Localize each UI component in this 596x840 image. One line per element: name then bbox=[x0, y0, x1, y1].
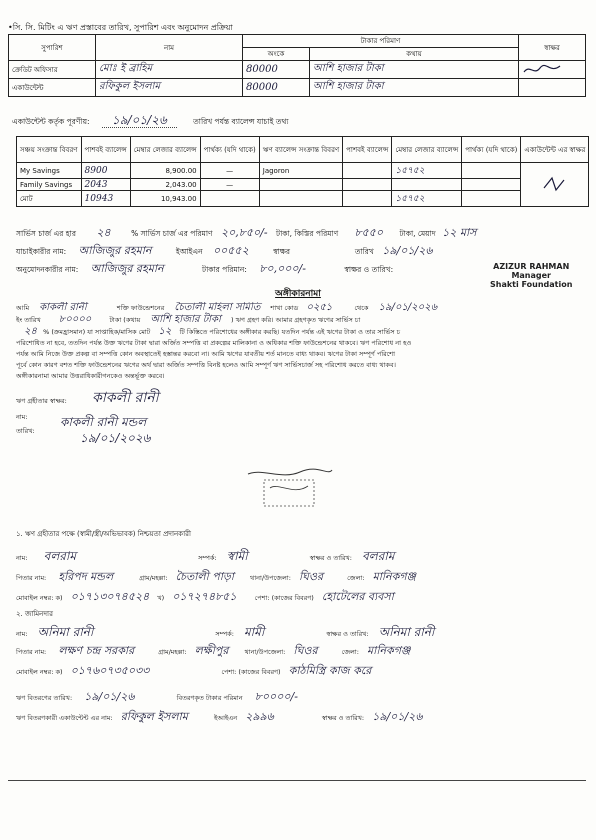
g1-district-label: জেলা: bbox=[347, 574, 365, 582]
loan-ledger: ১৫৭৫২ bbox=[392, 163, 462, 179]
approver-label: অনুমোদনকারীর নাম: bbox=[16, 265, 79, 274]
decl-samity: চৈতালী মহিলা সমিতি bbox=[174, 302, 261, 313]
g1-relation-label: সম্পর্ক: bbox=[198, 554, 217, 562]
borrower-signature: কাকলী রানী bbox=[92, 390, 159, 406]
signature-scribble-icon bbox=[540, 174, 570, 194]
decl-code: ০২৫১ bbox=[306, 302, 333, 313]
ein-label: ইআইএন bbox=[175, 247, 203, 256]
g1-sign: বলরাম bbox=[362, 549, 395, 563]
g2-name-label: নাম: bbox=[16, 630, 28, 638]
decl-from-date: ১৯/০১/২০২৬ bbox=[378, 302, 438, 313]
savings-label: মোট bbox=[17, 191, 82, 207]
guarantor1-line-2 bbox=[16, 568, 586, 587]
g1-profession-label: পেশা: (কাজের বিবরণ) bbox=[254, 594, 314, 602]
table-row bbox=[17, 191, 589, 207]
declaration-body bbox=[16, 302, 592, 382]
g1-mobile-label: মোবাইল নম্বর: ক) bbox=[16, 594, 63, 602]
accountant-signature bbox=[521, 163, 589, 207]
table-row bbox=[17, 179, 589, 191]
stamp-org: Shakti Foundation bbox=[490, 280, 573, 289]
g2-sign: অনিমা রানী bbox=[378, 625, 435, 639]
g1-mobile2-label: খ) bbox=[157, 594, 165, 602]
guarantor2-line-2 bbox=[16, 642, 586, 661]
decl-text: শক্তি ফাউন্ডেশনের bbox=[116, 304, 165, 312]
savings-header-cell: ঋণ ব্যালেন্স সংক্রান্ত বিবরণ bbox=[259, 137, 342, 163]
approver-name: আজিজুর রহমান bbox=[90, 262, 164, 275]
charges-label: টাকা, কিস্তির পরিমাণ bbox=[275, 229, 339, 238]
g1-relation: স্বামী bbox=[226, 549, 248, 563]
signature-cell bbox=[519, 79, 586, 97]
g1-village-label: গ্রাম/মহল্লা: bbox=[139, 574, 168, 582]
g2-district-label: জেলা: bbox=[341, 648, 359, 656]
balance-check-line bbox=[12, 112, 289, 132]
manager-stamp bbox=[490, 262, 572, 289]
declaration-title: অঙ্গীকারনামা bbox=[275, 289, 321, 299]
savings-ledger: 2,043.00 bbox=[130, 179, 200, 191]
col-sign: স্বাক্ষর bbox=[519, 35, 586, 61]
g2-village: লক্ষীপুর bbox=[194, 644, 229, 657]
g2-relation: মামী bbox=[244, 625, 265, 639]
disburse-ein-label: ইআইএন bbox=[213, 714, 238, 722]
recommendation-table bbox=[8, 34, 586, 97]
guarantor2-title: ২. জামিনদার bbox=[16, 610, 53, 618]
savings-label: Family Savings bbox=[17, 179, 82, 191]
decl-text: শাখা কোড bbox=[270, 304, 299, 312]
charges-rate: ২৪ bbox=[96, 226, 111, 239]
g2-father-label: পিতার নাম: bbox=[16, 648, 47, 656]
disburse-amount-label: বিতরণকৃত টাকার পরিমান bbox=[176, 694, 243, 702]
verifier-name: আজিজুর রহমান bbox=[78, 244, 152, 257]
charges-line-3 bbox=[16, 260, 393, 279]
borrower-name: কাকলী রানী মন্ডল bbox=[60, 415, 147, 429]
g1-name: বলরাম bbox=[43, 549, 77, 563]
thumbprint-mark-icon bbox=[242, 466, 334, 510]
g2-village-label: গ্রাম/মহল্লা: bbox=[158, 648, 187, 656]
g1-village: চৈতালী পাড়া bbox=[175, 570, 234, 583]
g2-name: অনিমা রানী bbox=[37, 625, 94, 639]
decl-rate: ২৪ bbox=[24, 326, 37, 337]
borrower-sign-label: ঋণ গ্রহীতার স্বাক্ষর: bbox=[16, 397, 67, 405]
col-words: কথায় bbox=[310, 48, 519, 61]
savings-passbook: 8900 bbox=[81, 163, 130, 179]
savings-header-cell: মেম্বার লেজার ব্যালেন্স bbox=[392, 137, 462, 163]
decl-amount-words: আশি হাজার টাকা bbox=[150, 314, 221, 325]
g2-thana-label: থানা/উপজেলা: bbox=[244, 648, 286, 656]
charges-line-1 bbox=[16, 224, 476, 243]
savings-header-cell: পার্থক্য (যদি থাকে) bbox=[462, 137, 521, 163]
decl-text: টি কিস্তিতে পরিশোধের অঙ্গীকার করছি। যতদিন পর্যন্ত এই ঋণের টাকা ও তার সার্ভিস চ bbox=[179, 328, 401, 336]
col-suparish: সুপারিশ bbox=[9, 35, 96, 61]
table-row bbox=[9, 61, 586, 79]
charges-label: % সার্ভিস চার্জ এর পরিমাণ bbox=[131, 229, 213, 238]
row-name: রফিকুল ইসলাম bbox=[96, 79, 243, 97]
g2-father: লক্ষণ চন্দ্র সরকার bbox=[58, 644, 135, 657]
row-digits: 80000 bbox=[243, 61, 310, 79]
table-row bbox=[17, 163, 589, 179]
decl-text: আমি bbox=[16, 304, 30, 312]
guarantor1-line-3 bbox=[16, 588, 586, 607]
decl-member: কাকলী রানী bbox=[39, 302, 87, 313]
charges-label: টাকা, মেয়াদ bbox=[399, 229, 436, 238]
disburse-accountant: রফিকুল ইসলাম bbox=[120, 710, 188, 723]
g2-district: মানিকগঞ্জ bbox=[367, 644, 411, 657]
charges-tenure: ১২ মাস bbox=[442, 226, 477, 239]
g1-district: মানিকগঞ্জ bbox=[372, 570, 416, 583]
stamp-title: Manager bbox=[511, 271, 551, 280]
loan-passbook bbox=[343, 163, 392, 179]
decl-text: টাকা (কথায় bbox=[109, 316, 141, 324]
g1-sign-label: স্বাক্ষর ও তারিখ: bbox=[309, 554, 352, 562]
loan-diff bbox=[462, 163, 521, 179]
decl-text: থেকে bbox=[354, 304, 369, 312]
g2-relation-label: সম্পর্ক: bbox=[215, 630, 234, 638]
guarantor1-line-1 bbox=[16, 548, 586, 568]
signature-scribble-icon bbox=[522, 62, 562, 76]
savings-header-cell: মেম্বার লেজার ব্যালেন্স bbox=[130, 137, 200, 163]
g1-father-label: পিতার নাম: bbox=[16, 574, 47, 582]
g1-father: হরিপদ মন্ডল bbox=[58, 570, 114, 583]
savings-header-cell: পাশবই ব্যালেন্স bbox=[343, 137, 392, 163]
verifier-label: যাচাইকারীর নাম: bbox=[16, 247, 67, 256]
balance-check-prefix: একাউন্টেন্ট কর্তৃক পূরণীয়: bbox=[12, 117, 90, 126]
disburse-accountant-label: ঋণ বিতরণকারী একাউন্টেন্ট এর নাম: bbox=[16, 714, 113, 722]
table-row bbox=[9, 79, 586, 97]
g2-mobile-1: ০১৭৬০৭৩৫০৩৩ bbox=[70, 664, 150, 677]
savings-header-cell: পাশবই ব্যালেন্স bbox=[81, 137, 130, 163]
savings-header-cell: একাউন্টেন্ট এর স্বাক্ষর bbox=[521, 137, 589, 163]
approver-sign-label: স্বাক্ষর ও তারিখ: bbox=[344, 265, 394, 274]
savings-passbook: 2043 bbox=[81, 179, 130, 191]
col-name: নাম bbox=[96, 35, 243, 61]
g2-thana: ঘিওর bbox=[293, 644, 318, 657]
savings-header-row bbox=[17, 137, 589, 163]
disbursement-line-1 bbox=[16, 688, 298, 707]
disburse-date: ১৯/০১/২৬ bbox=[84, 690, 135, 703]
savings-passbook: 10943 bbox=[81, 191, 130, 207]
savings-ledger: 10,943.00 bbox=[130, 191, 200, 207]
col-amount: টাকার পরিমাণ bbox=[243, 35, 519, 48]
disbursement-line-2 bbox=[16, 708, 423, 727]
row-role: ক্রেডিট অফিসার bbox=[9, 61, 96, 79]
savings-header-cell: পার্থক্য (যদি থাকে) bbox=[200, 137, 259, 163]
borrower-name-label: নাম: bbox=[16, 413, 28, 421]
guarantor1-title: ১. ঋণ গ্রহীতার পক্ষে (স্বামী/স্ত্রী/অভিভাবক) নিশ্চয়তা প্রদানকারী bbox=[16, 530, 191, 538]
savings-label: My Savings bbox=[17, 163, 82, 179]
decl-text: পূর্বে কোন কারণ বশত শক্তি ফাউন্ডেশনের ঋণের অর্থ দ্বারা অর্জিত সম্পত্তি বিনষ্ট হলেও আমি সম্পূর্ণ ঋণ সার্ভিসচার্জ সহ পরিশোধ করতে বাধ্য থাকব। bbox=[16, 361, 396, 369]
row-digits: 80000 bbox=[243, 79, 310, 97]
g1-thana: ঘিওর bbox=[298, 570, 324, 583]
row-role: একাউন্টেন্ট bbox=[9, 79, 96, 97]
loan-ledger bbox=[392, 179, 462, 191]
decl-text: পর্যন্ত আমি নিজে উক্ত প্রকল্প বা সম্পত্তি কোন অবস্থাতেই হস্তান্তর করবো না। আমি ঋণের যাবতীয় শর্ত মানতে বাধ্য থাকব। ঋণের টাকা সম্পূর্ণ পরিশো bbox=[16, 350, 396, 358]
guarantor2-line-1 bbox=[16, 624, 586, 644]
disburse-date-label: ঋণ বিতরণের তারিখ: bbox=[16, 694, 73, 702]
form-title: •সি. সি. মিটিং এ ঋণ প্রস্তাবের তারিখ, সুপারিশ এবং অনুমোদন প্রক্রিয়া bbox=[8, 23, 233, 32]
date-label: তারিখ bbox=[354, 247, 374, 256]
charges-label: সার্ভিস চার্জ এর হার bbox=[16, 229, 76, 238]
charges-line-2 bbox=[16, 242, 433, 261]
disburse-ein: ২৯৯৬ bbox=[245, 710, 274, 723]
decl-text: পরিশোধিত না হবে, ততদিন পর্যন্ত উক্ত ঋণের টাকা দ্বারা অর্জিত সম্পত্তি বা প্রকল্পের মালিকানা ও অধিকার শক্তি ফাউন্ডেশনের থাকবে। ঋণ পরিশোধ না হও bbox=[16, 339, 412, 347]
decl-text: % (ক্রমহ্রাসমান) যা সাপ্তাহিক/মাসিক মোট bbox=[43, 328, 151, 336]
loan-label bbox=[259, 179, 342, 191]
borrower-date: ১৯/০১/২০২৬ bbox=[80, 431, 151, 445]
g1-mobile-2: ০১৭২৭৪৮৫১ bbox=[172, 590, 237, 603]
disburse-amount: ৮০০০০/- bbox=[254, 690, 298, 703]
row-words: আশি হাজার টাকা bbox=[310, 61, 519, 79]
signature-cell bbox=[519, 61, 586, 79]
g2-mobile-label: মোবাইল নম্বর: ক) bbox=[16, 668, 63, 676]
g2-profession: কাঠমিস্ত্রি কাজ করে bbox=[288, 664, 372, 677]
col-digits: অংকে bbox=[243, 48, 310, 61]
savings-table bbox=[16, 136, 589, 207]
decl-text: ) ঋণ গ্রহণ করি। আমার গ্রহণকৃত ঋণের সার্ভিস চা bbox=[231, 316, 361, 324]
disburse-sign-date: ১৯/০১/২৬ bbox=[372, 710, 423, 723]
g2-profession-label: পেশা: (কাজের বিবরণ) bbox=[221, 668, 281, 676]
balance-check-date: ১৯/০১/২৬ bbox=[102, 113, 177, 128]
charges-sc-amount: ২০,৮৫০/- bbox=[220, 226, 268, 239]
g1-name-label: নাম: bbox=[16, 554, 28, 562]
loan-label bbox=[259, 191, 342, 207]
borrower-date-label: তারিখ: bbox=[16, 427, 35, 435]
decl-text: ইং তারিখ bbox=[16, 316, 41, 324]
decl-installments: ১২ bbox=[158, 326, 172, 337]
loan-diff bbox=[462, 191, 521, 207]
row-name: মোঃ ই ব্রাহিম bbox=[96, 61, 243, 79]
verifier-ein: ০০৫৫২ bbox=[212, 244, 249, 257]
verifier-date: ১৯/০১/২৬ bbox=[382, 244, 433, 257]
loan-diff bbox=[462, 179, 521, 191]
g1-thana-label: থানা/উপজেলা: bbox=[250, 574, 291, 582]
decl-text: অঙ্গীকারনামা আমার উত্তরাধিকারীগনকেও অন্তর্ভূক্ত করবে। bbox=[16, 372, 165, 380]
guarantor2-line-3 bbox=[16, 662, 586, 681]
decl-amount: ৮০০০০ bbox=[58, 314, 92, 325]
row-words: আশি হাজার টাকা bbox=[310, 79, 519, 97]
stamp-name: AZIZUR RAHMAN bbox=[493, 262, 570, 271]
loan-label: Jagoron bbox=[259, 163, 342, 179]
savings-header-cell: সঞ্চয় সংক্রান্ত বিবরণ bbox=[17, 137, 82, 163]
savings-diff bbox=[200, 191, 259, 207]
sign-label: স্বাক্ষর bbox=[273, 247, 291, 256]
bottom-divider bbox=[8, 780, 586, 781]
g1-profession: হোটেলের ব্যবসা bbox=[321, 590, 394, 603]
disburse-sign-label: স্বাক্ষর ও তারিখ: bbox=[321, 714, 365, 722]
savings-ledger: 8,900.00 bbox=[130, 163, 200, 179]
approved-amount: ৮০,০০০/- bbox=[259, 262, 306, 275]
savings-diff: — bbox=[200, 163, 259, 179]
g2-sign-label: স্বাক্ষর ও তারিখ: bbox=[326, 630, 369, 638]
approved-amount-label: টাকার পরিমান: bbox=[201, 265, 247, 274]
g1-mobile-1: ০১৭১৩০৭৪৫২৪ bbox=[70, 590, 150, 603]
loan-passbook bbox=[343, 179, 392, 191]
balance-check-suffix: তারিখ পর্যন্ত ব্যালেন্স যাচাই তথ্য bbox=[193, 117, 289, 126]
loan-passbook bbox=[343, 191, 392, 207]
loan-ledger: ১৫৭৫২ bbox=[392, 191, 462, 207]
charges-installment: ৮৫৫০ bbox=[354, 226, 384, 239]
savings-diff: — bbox=[200, 179, 259, 191]
